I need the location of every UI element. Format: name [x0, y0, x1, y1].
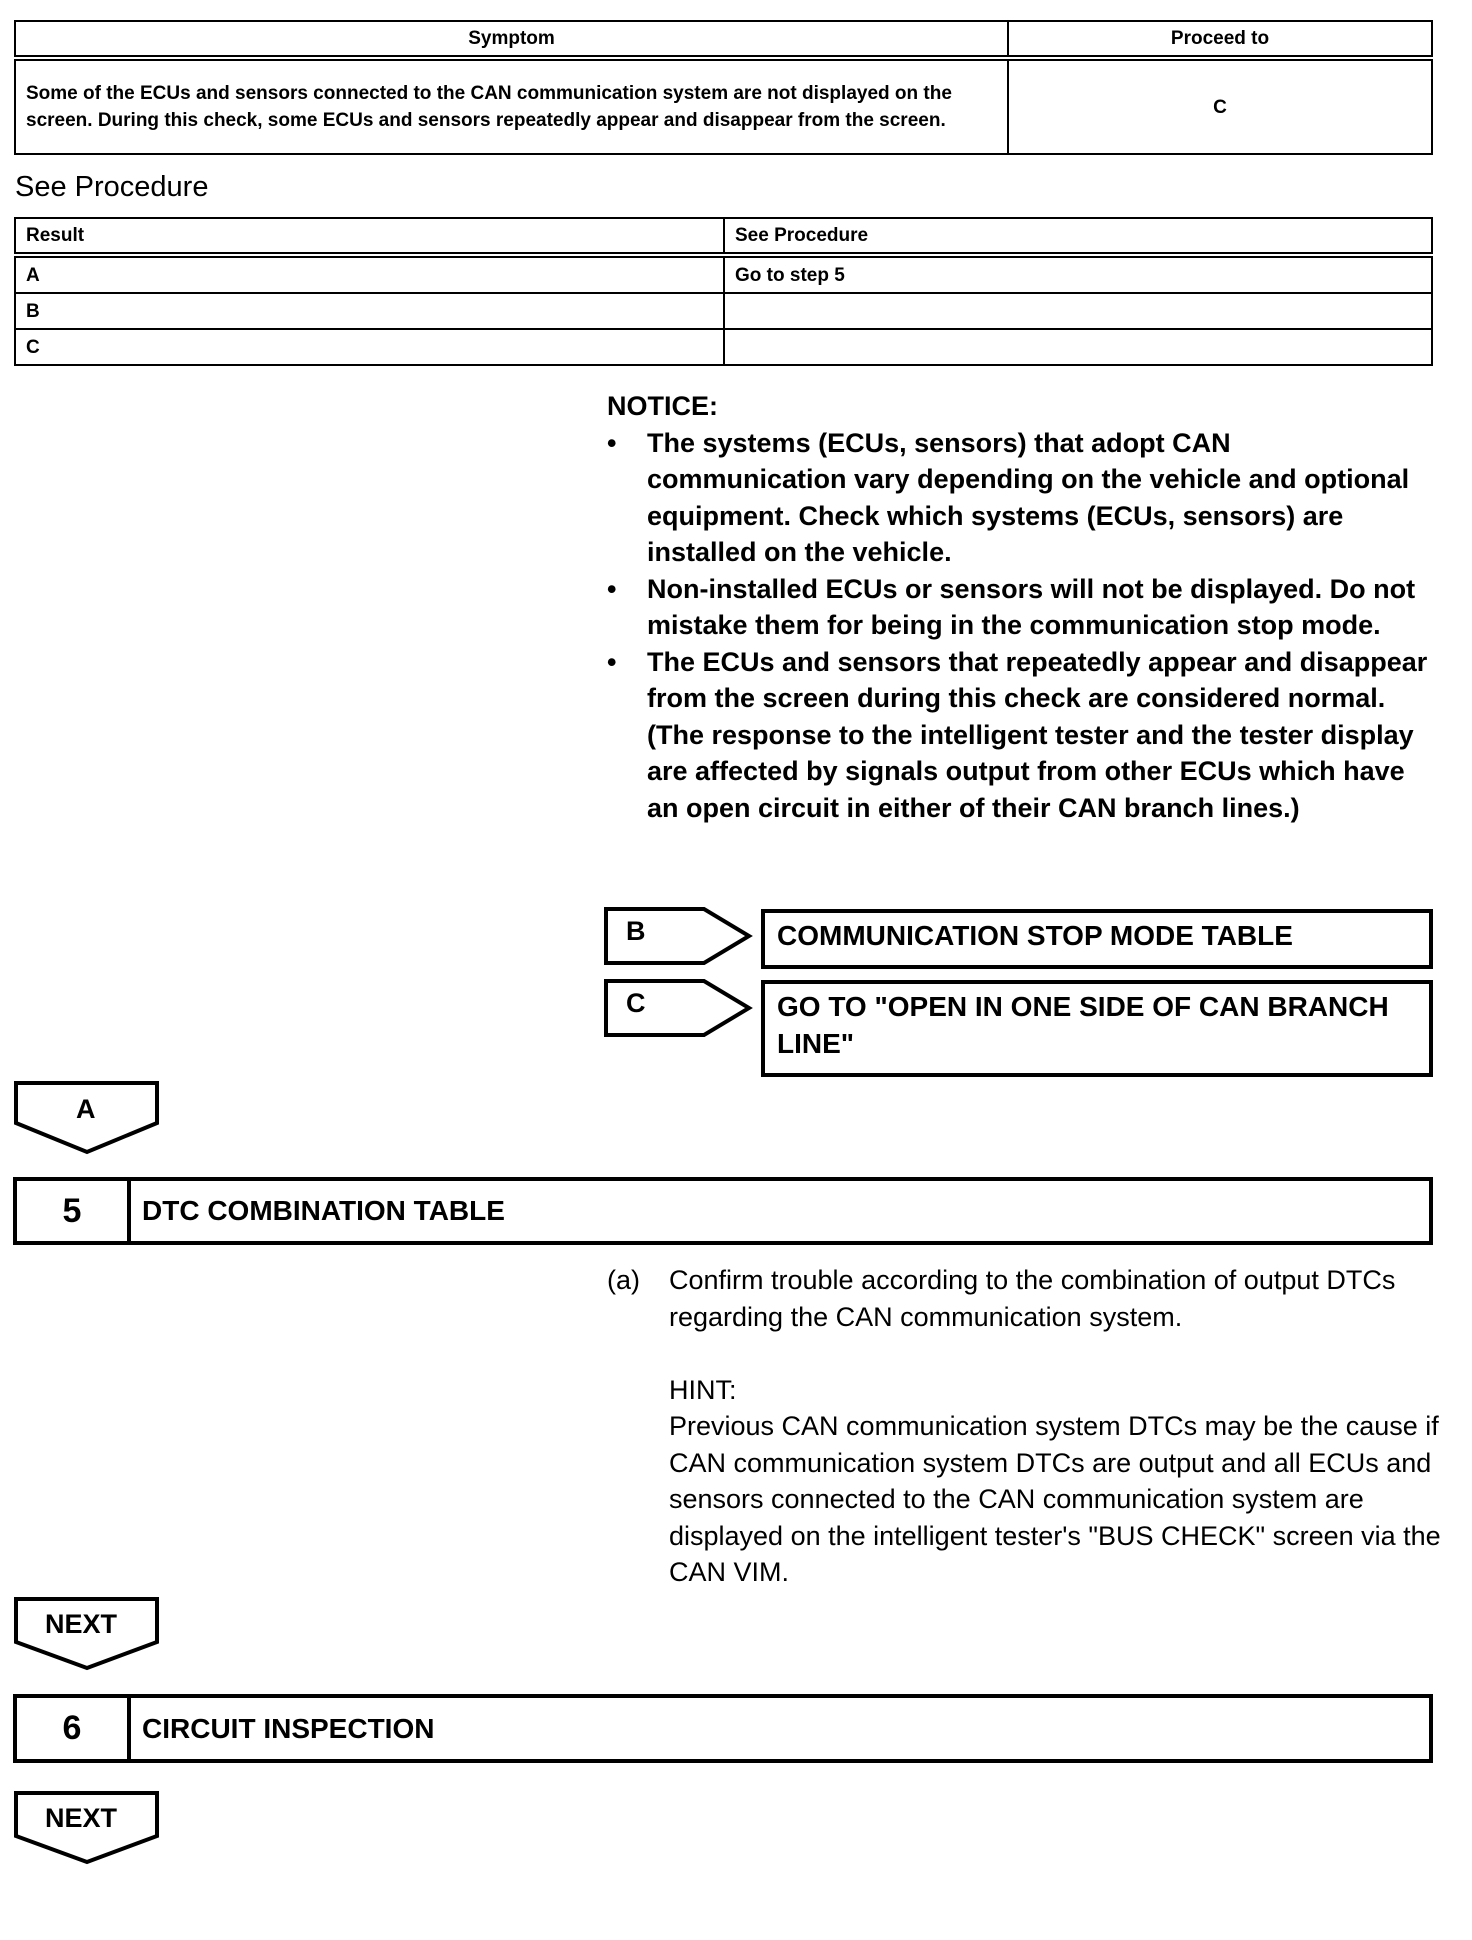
notice-item-text: The systems (ECUs, sensors) that adopt CAN communication vary depending on the vehicle and optional equipment. Check which systems (ECUs, sensors) are installed on the vehicle. [647, 427, 1410, 567]
header-result: Result [15, 218, 724, 255]
notice-item [607, 644, 1437, 827]
procedure-cell [724, 293, 1432, 329]
see-procedure-heading: See Procedure [15, 171, 209, 203]
result-cell: A [15, 255, 724, 293]
next-button[interactable]: NEXT [45, 1803, 118, 1833]
branch-c-label: C [626, 988, 646, 1018]
result-cell: C [15, 329, 724, 365]
result-a-label: A [76, 1094, 96, 1124]
step-5-item-label: (a) [607, 1265, 640, 1295]
table-row [15, 329, 1432, 365]
next-button[interactable]: NEXT [45, 1609, 118, 1639]
branch-c-target-button[interactable] [761, 980, 1433, 1077]
procedure-cell [724, 329, 1432, 365]
step-5-title: DTC COMBINATION TABLE [142, 1195, 505, 1226]
result-table-header [15, 218, 1432, 255]
branch-b-target-button[interactable] [761, 909, 1433, 969]
step-5-number: 5 [17, 1181, 131, 1241]
notice-item-text: Non-installed ECUs or sensors will not be displayed. Do not mistake them for being in the communication stop mode. [647, 573, 1416, 640]
table-row [15, 293, 1432, 329]
notice-item [607, 571, 1437, 644]
table-row [15, 58, 1432, 154]
step-6-header [13, 1694, 1433, 1763]
header-proceed-to: Proceed to [1008, 21, 1432, 58]
proceed-to-cell: C [1008, 58, 1432, 154]
bullet-icon: • [607, 646, 617, 677]
bullet-icon: • [607, 427, 617, 458]
result-cell: B [15, 293, 724, 329]
notice-item-text: The ECUs and sensors that repeatedly appear and disappear from the screen during this check are considered normal. (The response to the intelligent tester and the tester display are affected by signals output from other ECUs which have an open circuit in either of their CAN branch lines.) [647, 646, 1428, 823]
notice-item [607, 425, 1437, 571]
branch-c-target-text: GO TO "OPEN IN ONE SIDE OF CAN BRANCH LINE" [777, 991, 1389, 1059]
step-5-body [607, 1262, 1447, 1591]
table-row [15, 255, 1432, 293]
header-see-procedure: See Procedure [724, 218, 1432, 255]
hint-title: HINT: [669, 1374, 737, 1405]
step-6-number: 6 [17, 1698, 131, 1759]
notice-list [607, 425, 1437, 827]
result-table [14, 217, 1433, 366]
step-5-item-text: Confirm trouble according to the combination of output DTCs regarding the CAN communication system. [669, 1265, 1396, 1332]
notice-title: NOTICE: [607, 391, 718, 421]
header-symptom: Symptom [15, 21, 1008, 58]
bullet-icon: • [607, 573, 617, 604]
branch-b-label: B [626, 916, 646, 946]
hint-text: Previous CAN communication system DTCs may be the cause if CAN communication system DTCs are output and all ECUs and sensors connected to the CAN communication system are displayed on the intelligent tester's "BUS CHECK" screen via the CAN VIM. [669, 1411, 1441, 1587]
symptom-table-header [15, 21, 1432, 58]
notice-block [607, 388, 1437, 826]
branch-b-target-text: COMMUNICATION STOP MODE TABLE [777, 920, 1293, 951]
step-6-title: CIRCUIT INSPECTION [142, 1712, 435, 1744]
procedure-link[interactable]: Go to step 5 [724, 255, 1432, 293]
symptom-cell: Some of the ECUs and sensors connected to the CAN communication system are not displayed on the screen. During this check, some ECUs and sensors repeatedly appear and disappear from the screen. [15, 58, 1008, 154]
step-5-header [13, 1177, 1433, 1245]
symptom-table [14, 20, 1433, 155]
